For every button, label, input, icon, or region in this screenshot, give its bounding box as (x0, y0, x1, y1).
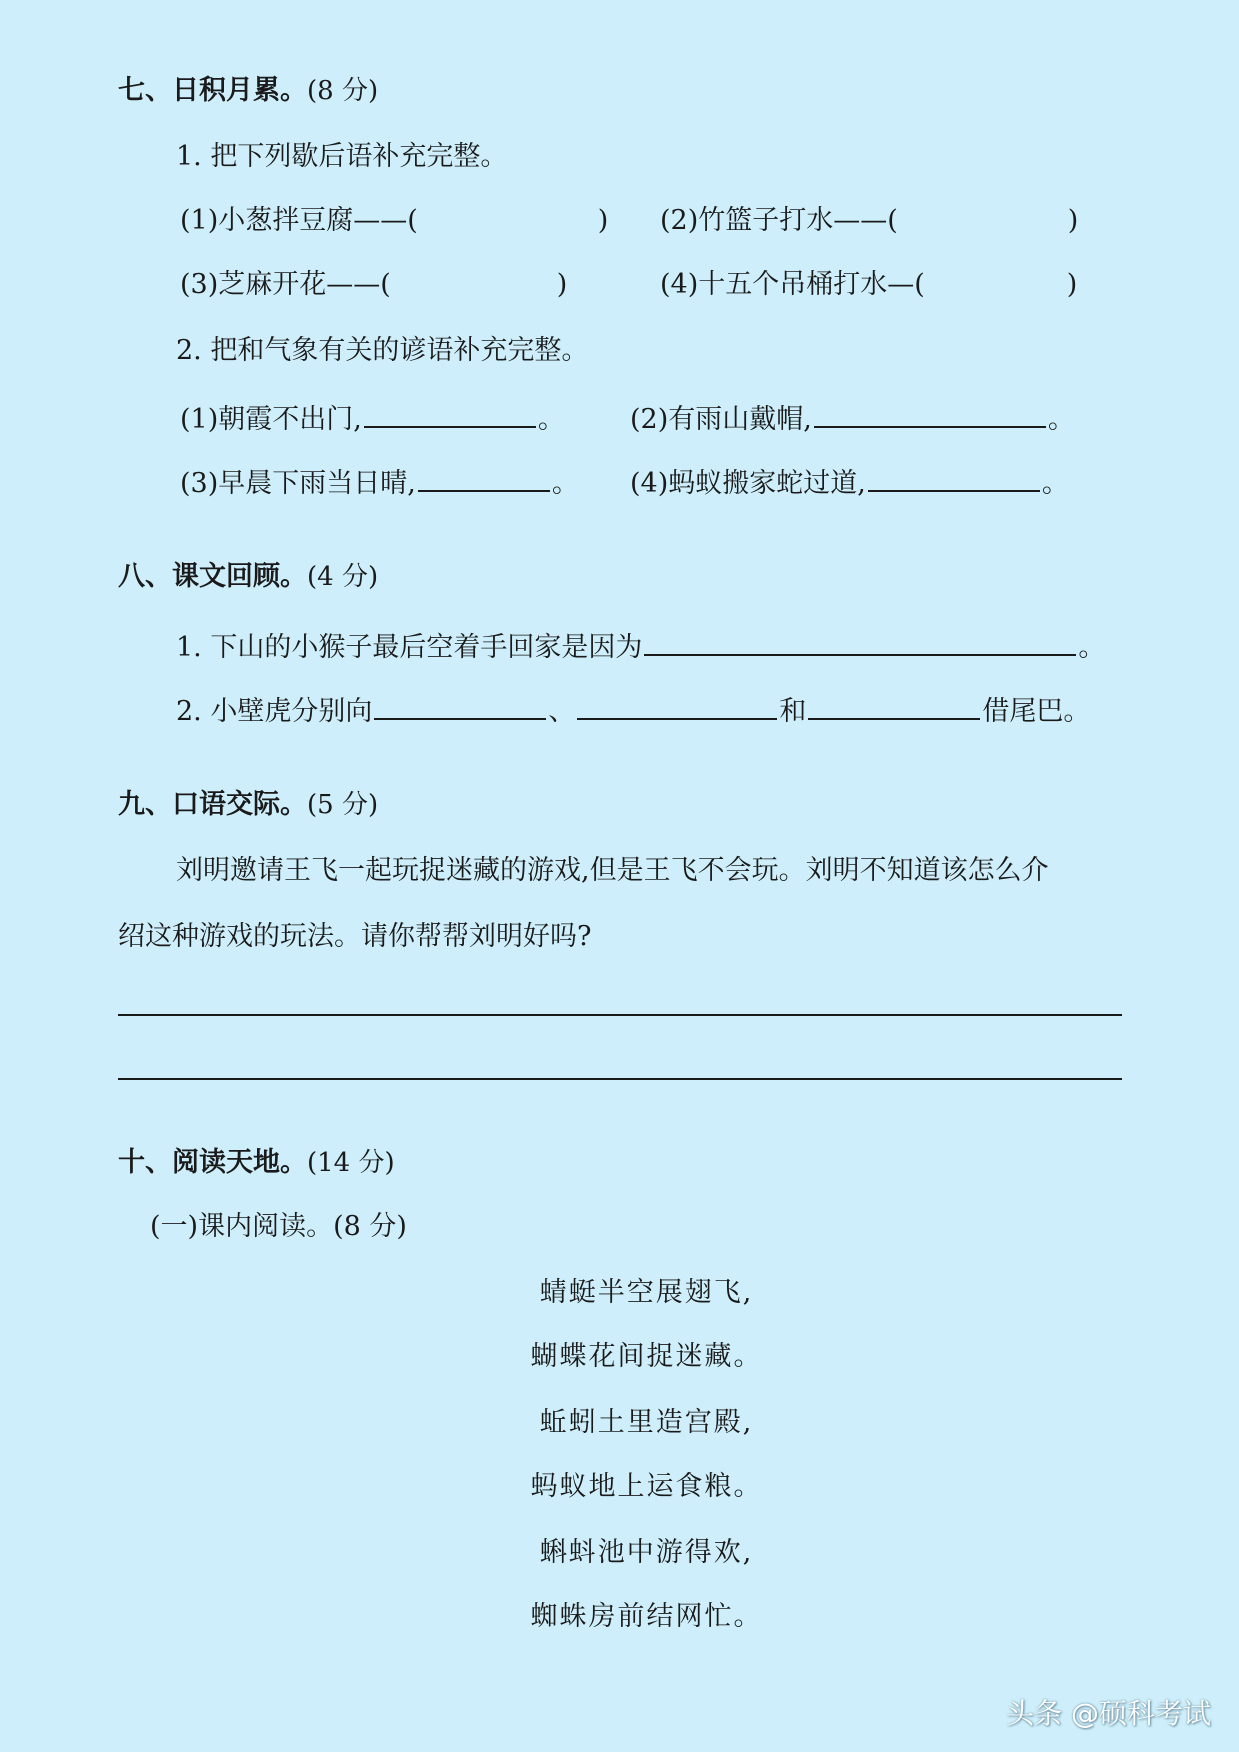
section9-heading (118, 788, 378, 822)
poem-line: 蚂蚁地上运食粮。 (530, 1471, 763, 1502)
poem-line: 蝌蚪池中游得欢, (539, 1537, 754, 1568)
xiehouyu-item-4: (4)十五个吊桶打水—( ) (660, 269, 1078, 300)
proverb-blank-3[interactable] (418, 464, 550, 492)
section10-title: 十、阅读天地。 (118, 1147, 307, 1178)
xiehouyu-item-3: (3)芝麻开花——( ) (180, 269, 568, 300)
xiehouyu-item-2: (2)竹篮子打水——( ) (660, 205, 1079, 236)
proverb-item-1: (1)朝霞不出门, 。 (180, 400, 565, 437)
section8-score: (4 分) (307, 562, 379, 592)
section7-title: 七、日积月累。 (118, 75, 307, 106)
gecko-blank-2[interactable] (577, 692, 777, 720)
section10-subheading: (一)课内阅读。(8 分) (150, 1211, 407, 1242)
proverb-item-4: (4)蚂蚁搬家蛇过道, 。 (630, 464, 1069, 501)
section7-heading (118, 74, 378, 108)
poem-line: 蝴蝶花间捉迷藏。 (530, 1341, 763, 1372)
xiehouyu-item-1: (1)小葱拌豆腐——( ) (180, 205, 609, 236)
gecko-blank-1[interactable] (374, 692, 546, 720)
poem-line: 蜻蜓半空展翅飞, (539, 1277, 754, 1308)
section7-q2: 2. 把和气象有关的谚语补充完整。 (176, 335, 589, 366)
section9-para-line1: 刘明邀请王飞一起玩捉迷藏的游戏,但是王飞不会玩。刘明不知道该怎么介 (176, 855, 1049, 886)
watermark: 头条 @硕科考试 (1006, 1697, 1211, 1730)
proverb-blank-2[interactable] (814, 400, 1046, 428)
poem-line: 蚯蚓土里造宫殿, (539, 1407, 754, 1438)
section9-title: 九、口语交际。 (118, 789, 307, 820)
section7-q1: 1. 把下列歇后语补充完整。 (176, 141, 508, 172)
proverb-blank-4[interactable] (868, 464, 1040, 492)
section10-score: (14 分) (307, 1148, 395, 1178)
proverb-item-3: (3)早晨下雨当日晴, 。 (180, 464, 579, 501)
gecko-blank-3[interactable] (808, 692, 980, 720)
section9-para-line2: 绍这种游戏的玩法。请你帮帮刘明好吗? (118, 921, 592, 952)
section7-score: (8 分) (307, 76, 379, 106)
section8-q2: 2. 小壁虎分别向 、 和 借尾巴。 (176, 692, 1090, 729)
section8-title: 八、课文回顾。 (118, 561, 307, 592)
poem-line: 蜘蛛房前结网忙。 (530, 1601, 763, 1632)
proverb-blank-1[interactable] (364, 400, 536, 428)
answer-line-2[interactable] (118, 1078, 1122, 1080)
section9-score: (5 分) (307, 790, 379, 820)
proverb-item-2: (2)有雨山戴帽, 。 (630, 400, 1075, 437)
monkey-reason-blank[interactable] (644, 628, 1076, 656)
answer-line-1[interactable] (118, 1014, 1122, 1016)
section10-heading (118, 1146, 395, 1180)
section8-heading (118, 560, 378, 594)
section8-q1: 1. 下山的小猴子最后空着手回家是因为 。 (176, 628, 1105, 665)
